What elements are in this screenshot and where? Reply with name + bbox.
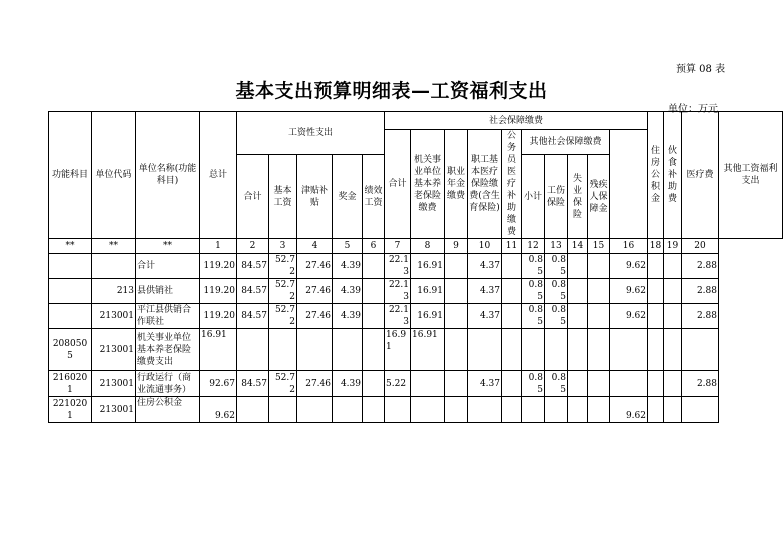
table-cell <box>269 329 297 371</box>
table-cell <box>648 304 664 329</box>
table-cell: 0.85 <box>522 254 545 279</box>
table-cell: 2.88 <box>682 304 719 329</box>
table-cell <box>502 397 522 423</box>
table-cell <box>568 254 588 279</box>
table-cell <box>648 329 664 371</box>
header-unemployment: 失业保险 <box>568 155 588 239</box>
table-cell: 16.91 <box>411 329 445 371</box>
table-row <box>49 254 783 279</box>
table-cell: 213001 <box>92 371 136 397</box>
table-cell <box>522 329 545 371</box>
table-cell: 119.20 <box>200 254 237 279</box>
table-cell: 9.62 <box>200 397 237 423</box>
table-cell: 5.22 <box>385 371 411 397</box>
header-pension: 机关事业单位基本养老保险缴费 <box>411 130 445 239</box>
table-cell <box>92 254 136 279</box>
table-cell: 0.85 <box>522 371 545 397</box>
table-cell: 2.88 <box>682 254 719 279</box>
budget-table <box>48 111 783 423</box>
table-cell: 84.57 <box>237 279 269 304</box>
header-salary-group: 工资性支出 <box>237 112 385 155</box>
header-other-subtotal: 小计 <box>522 155 545 239</box>
table-cell: 0.85 <box>545 304 568 329</box>
index-cell: 8 <box>411 239 445 254</box>
table-cell <box>502 304 522 329</box>
table-row <box>49 329 783 371</box>
table-cell <box>502 254 522 279</box>
table-cell: 52.72 <box>269 371 297 397</box>
table-cell <box>363 329 385 371</box>
header-injury: 工伤保险 <box>545 155 568 239</box>
table-code: 预算 08 表 <box>676 64 726 75</box>
table-row <box>49 279 783 304</box>
table-cell: 119.20 <box>200 304 237 329</box>
index-cell: ** <box>92 239 136 254</box>
table-cell <box>502 329 522 371</box>
table-cell: 0.85 <box>545 279 568 304</box>
table-cell: 119.20 <box>200 279 237 304</box>
table-cell <box>297 397 333 423</box>
table-cell <box>237 329 269 371</box>
table-cell: 9.62 <box>610 304 648 329</box>
table-cell <box>363 397 385 423</box>
table-cell <box>664 397 682 423</box>
table-cell <box>333 329 363 371</box>
table-row <box>49 397 783 423</box>
table-cell <box>363 254 385 279</box>
table-cell <box>588 329 610 371</box>
table-cell: 84.57 <box>237 304 269 329</box>
table-cell: 27.46 <box>297 304 333 329</box>
header-salary-subtotal: 合计 <box>237 155 269 239</box>
table-cell <box>682 329 719 371</box>
index-cell: 4 <box>297 239 333 254</box>
header-base-salary: 基本工资 <box>269 155 297 239</box>
header-medical: 职工基本医疗保险缴费(含生育保险) <box>468 130 502 239</box>
table-cell <box>502 371 522 397</box>
table-cell <box>545 329 568 371</box>
table-cell <box>610 371 648 397</box>
table-cell <box>588 304 610 329</box>
index-cell: 14 <box>568 239 588 254</box>
header-unit-code: 单位代码 <box>92 112 136 239</box>
table-cell <box>411 371 445 397</box>
table-cell <box>568 304 588 329</box>
table-cell: 213001 <box>92 397 136 423</box>
table-cell: 4.37 <box>468 371 502 397</box>
table-cell: 0.85 <box>522 279 545 304</box>
table-cell <box>363 304 385 329</box>
header-social-subtotal: 合计 <box>385 130 411 239</box>
table-cell: 4.37 <box>468 254 502 279</box>
table-cell: 27.46 <box>297 371 333 397</box>
header-meal-subsidy: 伙食补助费 <box>664 112 682 239</box>
table-cell: 4.37 <box>468 304 502 329</box>
table-cell <box>445 397 468 423</box>
page-title: 基本支出预算明细表—工资福利支出 <box>235 80 548 102</box>
index-cell: 16 <box>610 239 648 254</box>
index-cell: 6 <box>363 239 385 254</box>
table-cell <box>445 329 468 371</box>
table-cell <box>610 329 648 371</box>
header-civil-medical: 公务员医疗补助缴费 <box>502 130 522 239</box>
index-cell: 3 <box>269 239 297 254</box>
table-cell <box>648 254 664 279</box>
table-cell <box>333 397 363 423</box>
table-cell <box>297 329 333 371</box>
table-cell <box>664 254 682 279</box>
table-cell <box>445 304 468 329</box>
index-cell: 11 <box>502 239 522 254</box>
table-cell: 22.13 <box>385 304 411 329</box>
table-cell: 16.91 <box>411 279 445 304</box>
table-cell <box>468 329 502 371</box>
table-cell: 0.85 <box>522 304 545 329</box>
header-annuity: 职业年金缴费 <box>445 130 468 239</box>
table-cell <box>237 397 269 423</box>
table-cell: 4.39 <box>333 254 363 279</box>
table-cell: 22.13 <box>385 279 411 304</box>
index-row <box>49 239 783 254</box>
table-cell <box>568 279 588 304</box>
table-cell: 4.39 <box>333 279 363 304</box>
table-cell: 0.85 <box>545 371 568 397</box>
table-cell <box>568 371 588 397</box>
table-cell <box>49 304 92 329</box>
table-cell: 27.46 <box>297 279 333 304</box>
table-cell: 9.62 <box>610 254 648 279</box>
header-func-subject: 功能科目 <box>49 112 92 239</box>
table-cell <box>588 254 610 279</box>
index-cell: ** <box>49 239 92 254</box>
table-cell <box>385 397 411 423</box>
table-cell: 84.57 <box>237 254 269 279</box>
header-allowance: 津贴补贴 <box>297 155 333 239</box>
header-bonus: 奖金 <box>333 155 363 239</box>
table-cell <box>588 279 610 304</box>
table-cell <box>445 254 468 279</box>
header-social-group: 社会保障缴费 <box>385 112 648 130</box>
table-cell <box>588 371 610 397</box>
table-cell: 52.72 <box>269 304 297 329</box>
table-cell: 4.39 <box>333 304 363 329</box>
header-housing-fund: 住房公积金 <box>648 112 664 239</box>
index-cell: 2 <box>237 239 269 254</box>
table-cell: 213001 <box>92 329 136 371</box>
table-cell: 平江县供销合作联社 <box>136 304 200 329</box>
table-cell <box>468 397 502 423</box>
table-cell <box>568 397 588 423</box>
table-cell: 16.91 <box>200 329 237 371</box>
index-cell: 12 <box>522 239 545 254</box>
header-total: 总计 <box>200 112 237 239</box>
table-row <box>49 304 783 329</box>
table-cell: 2080505 <box>49 329 92 371</box>
table-cell <box>445 279 468 304</box>
index-cell: 20 <box>682 239 719 254</box>
table-cell: 27.46 <box>297 254 333 279</box>
header-merit-pay: 绩效工资 <box>363 155 385 239</box>
index-cell: 15 <box>588 239 610 254</box>
index-cell: 19 <box>664 239 682 254</box>
table-cell <box>502 279 522 304</box>
table-cell <box>648 371 664 397</box>
table-cell <box>664 304 682 329</box>
table-cell: 2.88 <box>682 279 719 304</box>
index-cell: 9 <box>445 239 468 254</box>
index-cell: 5 <box>333 239 363 254</box>
table-body <box>49 254 783 423</box>
table-cell: 9.62 <box>610 397 648 423</box>
table-cell <box>568 329 588 371</box>
index-cell: 1 <box>200 239 237 254</box>
header-medical-fee: 医疗费 <box>682 112 719 239</box>
table-cell <box>545 397 568 423</box>
index-cell: 18 <box>648 239 664 254</box>
table-cell <box>664 329 682 371</box>
index-cell: 10 <box>468 239 502 254</box>
table-cell: 213001 <box>92 304 136 329</box>
table-cell: 213 <box>92 279 136 304</box>
table-cell <box>49 279 92 304</box>
table-cell: 52.72 <box>269 279 297 304</box>
table-cell <box>522 397 545 423</box>
header-other-social-group: 其他社会保障缴费 <box>522 130 610 155</box>
table-cell <box>363 371 385 397</box>
table-cell <box>445 371 468 397</box>
table-cell <box>588 397 610 423</box>
table-cell <box>363 279 385 304</box>
table-cell: 16.91 <box>411 254 445 279</box>
table-cell <box>664 279 682 304</box>
table-cell <box>664 371 682 397</box>
table-cell <box>648 397 664 423</box>
table-cell: 住房公积金 <box>136 397 200 423</box>
table-cell <box>411 397 445 423</box>
index-cell: 7 <box>385 239 411 254</box>
table-cell <box>269 397 297 423</box>
index-cell: ** <box>136 239 200 254</box>
unit-label: 单位：万元 <box>668 104 718 115</box>
table-cell: 84.57 <box>237 371 269 397</box>
table-cell: 2160201 <box>49 371 92 397</box>
table-cell: 行政运行（商业流通事务） <box>136 371 200 397</box>
table-cell: 16.91 <box>411 304 445 329</box>
table-row <box>49 371 783 397</box>
header-unit-name: 单位名称(功能科目) <box>136 112 200 239</box>
index-cell: 13 <box>545 239 568 254</box>
table-cell: 4.39 <box>333 371 363 397</box>
table-cell: 16.91 <box>385 329 411 371</box>
table-cell: 2.88 <box>682 371 719 397</box>
table-cell: 52.72 <box>269 254 297 279</box>
header-disabled: 残疾人保障金 <box>588 155 610 239</box>
table-cell: 机关事业单位基本养老保险缴费支出 <box>136 329 200 371</box>
table-cell <box>648 279 664 304</box>
table-cell: 县供销社 <box>136 279 200 304</box>
table-cell <box>682 397 719 423</box>
table-cell: 92.67 <box>200 371 237 397</box>
table-cell <box>49 254 92 279</box>
table-cell: 2210201 <box>49 397 92 423</box>
table-cell: 9.62 <box>610 279 648 304</box>
table-cell: 0.85 <box>545 254 568 279</box>
table-cell: 4.37 <box>468 279 502 304</box>
header-other-welfare: 其他工资福利支出 <box>719 112 783 239</box>
table-cell: 22.13 <box>385 254 411 279</box>
table-cell: 合计 <box>136 254 200 279</box>
